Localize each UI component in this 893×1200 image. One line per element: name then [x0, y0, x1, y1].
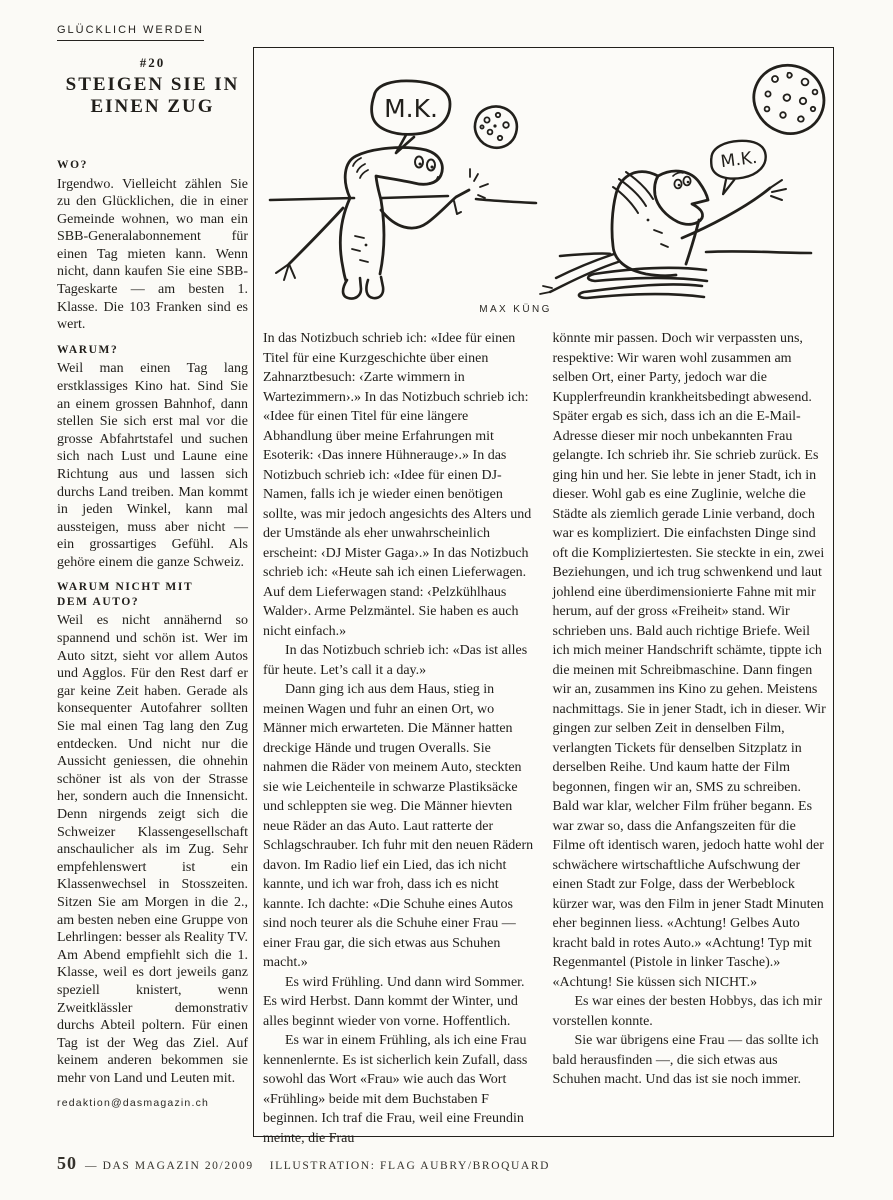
illustration-credit: ILLUSTRATION: FLAG AUBRY/BROQUARD [269, 1160, 550, 1172]
right-creature-icon [540, 171, 786, 298]
paragraph: Sie war übrigens eine Frau — das sollte ich bald herausfinden —, die sich etwas aus Schuhen macht. Und das ist sie noch immer. [552, 1033, 819, 1087]
sidebar-section-warum-nicht-auto [57, 580, 248, 1087]
magazine-issue: — DAS MAGAZIN 20/2009 [85, 1160, 254, 1172]
paragraph: könnte mir passen. Doch wir verpassten uns, respektive: Wir waren wohl zusammen am selben Ort, einer Party, jedoch war die Kupplerfreundin krankheitsbedingt abwesend. Später ergab es sich, dass ich an die E-Mail-Adresse dieser mir noch unbekannten Frau gelangte. Ich schrieb ihr. Sie schrieb zurück. Es ging hin und her. Sie lebte in jener Stadt, ich in dieser. Wohl gab es eine Zuglinie, welche die Städte als ziemlich gerade Linie verband, doch war es kompliziert. Die einfachsten Dinge sind oft die Kompliziertesten. Sie steckte in ein, zwei Beziehungen, und ich trug schwenkend und laut johlend eine überdimensionierte Fahne mit mir herum, auf der gross «Freiheit» stand. Wir schrieben uns. Bald auch richtige Briefe. Weil ich mich meiner Handschrift schämte, tippte ich die meinen mit Schreibmaschine. Dann fingen wir an, zusammen ins Kino zu gehen. Meistens nachmittags. Sie in jener Stadt, ich in dieser. Wir gingen zur selben Zeit in denselben Film, verlangten Tickets für denselben Sitzplatz in derselben Reihe. Und kaum hatte der Film begonnen, fingen wir an, SMS zu schreiben. Bald war klar, welcher Film früher begann. Es war zwar so, dass die Anfangszeiten für die Filme oft identisch waren, jedoch hatte wohl der schwächere wirtschaftliche Aufschwung der einen Stadt zur Folge, dass der Werbeblock kürzer war, was den Film in jener Stadt Minuten eher beginnen liess. «Achtung! Gelbes Auto kracht bald in rotes Auto.» «Achtung! Typ mit Regenmantel (Pistole in linker Tasche).» «Achtung! Sie küssen sich NICHT.» [552, 331, 826, 990]
sidebar-section-wo [57, 158, 248, 334]
paragraph: Es war in einem Frühling, als ich eine Frau kennenlernte. Es ist sicherlich kein Zufall, dass sowohl das Wort «Frau» wie auch das Wort «Frühling» beide mit dem Buchstaben F beginnen. Ich traf die Frau, weil eine Freundin meinte, die Frau [263, 1033, 528, 1146]
article-title-line2: EINEN ZUG [90, 96, 215, 117]
illustrator-caption: MAX KÜNG [479, 304, 552, 315]
sidebar-column [57, 20, 248, 1109]
speech-bubble-right [709, 138, 770, 195]
bubble-right-text: M.K. [719, 147, 759, 173]
paragraph: In das Notizbuch schrieb ich: «Idee für einen Titel für eine Kurzgeschichte über einen Zahnarztbesuch: ‹Zarte wimmern in Wartezimmern›.» In das Notizbuch schrieb ich: «Idee für einen Titel für eine längere Abhandlung über meine Erfahrungen mit Esoterik: ‹Das innere Hühnerauge›.» In das Notizbuch schrieb ich: «Idee für einen DJ-Namen, falls ich je wieder einen benötigen sollte, was mir jedoch angesichts des Alters und der Umstände als eher unwahrscheinlich erscheint: ‹DJ Mister Gaga›.» In das Notizbuch schrieb ich: «Heute sah ich einen Lieferwagen. Auf dem Lieferwagen stand: ‹Pelzkühlhaus Walder›. Arme Pelzmäntel. Sie haben es auch nicht einfach.» [263, 331, 532, 639]
article-column-2 [553, 329, 828, 1148]
dotted-ball-right-icon [754, 65, 824, 133]
sparkle-icon [470, 169, 488, 198]
kicker-rubric: GLÜCKLICH WERDEN [57, 24, 204, 41]
section-heading: WARUM NICHT MIT DEM AUTO? [57, 581, 194, 608]
illustration [254, 48, 833, 300]
section-body: Irgendwo. Vielleicht zählen Sie zu den Glücklichen, die in einer Gemeinde wohnen, wo man ein SBB-Generalabonnement für einen Tag mieten kann. Wenn nicht, dann kaufen Sie eine SBB-Tageskarte — am besten 1. Klasse. Die 103 Franken sind es wert. [57, 176, 248, 333]
left-creature-icon [276, 148, 488, 299]
paragraph: Es war eines der besten Hobbys, das ich mir vorstellen konnte. [552, 994, 823, 1029]
paragraph: Es wird Frühling. Und dann wird Sommer. Es wird Herbst. Dann kommt der Winter, und alles beginnt wieder von vorne. Hoffentlich. [263, 974, 525, 1029]
article-title [57, 74, 248, 118]
bubble-left-text: M.K. [384, 94, 438, 123]
speech-bubble-left [372, 81, 450, 153]
editor-email: redaktion@dasmagazin.ch [57, 1096, 210, 1109]
paragraph: Dann ging ich aus dem Haus, stieg in meinen Wagen und fuhr an einen Ort, wo Männer mich erwarteten. Die Männer hatten dreckige Hände und trugen Overalls. Sie nahmen die Räder von meinem Auto, steckten sie wie Leichenteile in schwarze Plastiksäcke und schleppten sie weg. Die Männer hievten neue Räder an das Auto. Laut ratterte der Schlagschrauber. Ich fuhr mit den neuen Rädern davon. Im Radio lief ein Lied, das ich nicht kannte, und ich war froh, dass ich es nicht kannte. Ich dachte: «Die Schuhe eines Autos sind noch teurer als die Schuhe einer Frau — einer Frau gar, die sich etwas aus Schuhen macht.» [263, 682, 534, 970]
cartoon-drawing-icon [254, 48, 832, 300]
section-body: Weil man einen Tag lang erstklassiges Kino hat. Sind Sie an einem grossen Bahnhof, dann stellen Sie sich erst mal vor die grosse Abfahrtstafel und suchen sich nach Lust und Laune eine Richtung aus und lassen sich durchs Land treiben. Man kommt in jeden Winkel, kann mal aussteigen, muss aber nicht — ein grossartiges Gefühl. Als gehöre einem die ganze Schweiz. [57, 361, 248, 570]
page-number: 50 [57, 1153, 77, 1173]
horizon-lines-icon [270, 196, 811, 256]
page-footer [57, 1153, 550, 1174]
section-body: Weil es nicht annähernd so spannend und schön ist. Wer im Auto sitzt, sieht vor allem Autos und Agglos. Für den Rest darf er gar keine Zeit haben. Gerade als konsequenter Autofahrer sollten Sie mal einen Tag lang den Zug entdecken. Und nicht nur die Aussicht geniessen, die ohnehin schöner ist als von der Strasse her, sondern auch die Innensicht. Denn nirgends zeigt sich die Schweizer Klassengesellschaft anschaulicher als im Zug. Sehr empfehlenswert ist ein Klassenwechsel in Stosszeiten. Sitzen Sie am Morgen in die 2., am besten neben eine Gruppe von Lehrlingen: besser als Reality TV. Am Abend empfiehlt sich die 1. Klasse, weil es dort jeweils ganz speziell knistert, wenn Zweitklässler demonstrativ durchs Abteil poltern. Für einen Tag ist der Weg das Ziel. Auf keinem anderen bekommen sie mehr von Land und Leuten mit. [57, 613, 248, 1086]
article-title-line1: STEIGEN SIE IN [65, 74, 240, 95]
issue-number: #20 [139, 55, 166, 70]
article-column-1 [263, 329, 538, 1148]
paragraph: In das Notizbuch schrieb ich: «Das ist alles für heute. Let’s call it a day.» [263, 643, 528, 678]
article-body [254, 315, 833, 1148]
section-heading: WARUM? [57, 343, 119, 356]
sidebar-section-warum [57, 343, 248, 572]
section-heading: WO? [57, 159, 88, 171]
article-frame [253, 47, 834, 1146]
dotted-ball-left-icon [475, 107, 517, 148]
